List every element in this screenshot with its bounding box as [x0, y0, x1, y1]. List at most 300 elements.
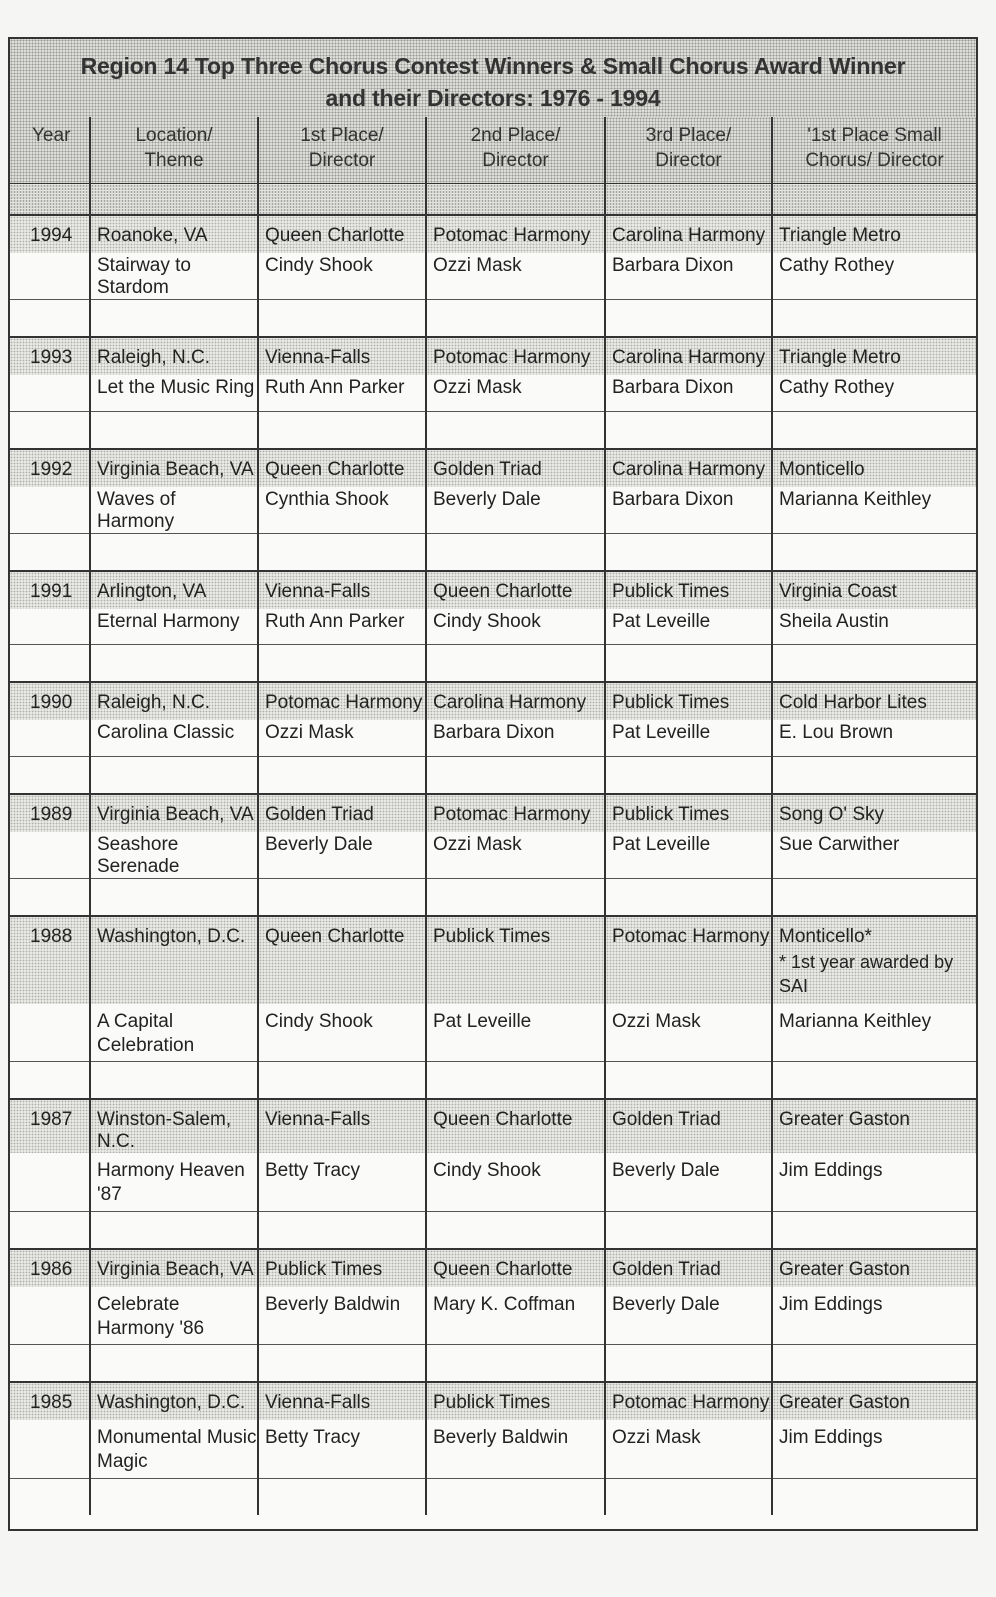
- cell-second-place-sub: [426, 1153, 605, 1211]
- small-chorus-director: E. Lou Brown: [779, 722, 894, 743]
- spacer-cell: [426, 878, 605, 916]
- spacer-cell: [605, 1062, 772, 1100]
- second-place-director: Cindy Shook: [433, 610, 541, 632]
- cell-location: [90, 682, 258, 720]
- second-place-director: Mary K. Coffman: [433, 1293, 576, 1315]
- cell-second-place: [426, 215, 605, 253]
- table-row-directors: [10, 253, 976, 300]
- table-row: [10, 682, 976, 720]
- small-chorus-value: Triangle Metro: [779, 225, 901, 246]
- cell-location: [90, 1249, 258, 1287]
- cell-location-sub: [90, 253, 258, 300]
- spacer-cell: [258, 1345, 426, 1383]
- cell-small-chorus: [772, 1382, 976, 1420]
- cell-third-place: [605, 1099, 772, 1153]
- spacer-cell: [90, 300, 258, 338]
- first-place-director: Cynthia Shook: [265, 488, 389, 510]
- header-location: Location/ Theme: [90, 117, 258, 184]
- spacer-cell: [772, 1478, 976, 1515]
- spacer-cell: [605, 1211, 772, 1249]
- third-place-director: Pat Leveille: [612, 833, 711, 855]
- row-spacer: [10, 1211, 976, 1249]
- first-place-director: Cindy Shook: [265, 1010, 373, 1032]
- cell-small-chorus-sub: [772, 609, 976, 645]
- small-chorus-director: Marianna Keithley: [779, 488, 932, 510]
- second-place-value: Publick Times: [433, 925, 551, 947]
- first-place-director: Betty Tracy: [265, 1160, 361, 1181]
- small-chorus-value: Monticello: [779, 458, 865, 480]
- cell-third-place-sub: [605, 253, 772, 300]
- spacer-cell: [426, 1478, 605, 1515]
- table-row-directors: [10, 832, 976, 879]
- small-chorus-value: Greater Gaston: [779, 1392, 910, 1413]
- third-place-director: Pat Leveille: [612, 610, 711, 632]
- spacer-cell: [90, 411, 258, 449]
- table-row: [10, 571, 976, 609]
- cell-first-place-sub: [258, 253, 426, 300]
- first-place-director: Beverly Dale: [265, 833, 373, 855]
- spacer-cell: [258, 300, 426, 338]
- cell-small-chorus: [772, 449, 976, 487]
- cell-year: [10, 682, 90, 720]
- cell-small-chorus-sub: [772, 1420, 976, 1478]
- small-chorus-value: Cold Harbor Lites: [779, 692, 927, 713]
- spacer-cell: [90, 1211, 258, 1249]
- cell-location: [90, 571, 258, 609]
- third-place-director: Barbara Dixon: [612, 488, 734, 510]
- small-chorus-value: Greater Gaston: [779, 1109, 910, 1130]
- cell-third-place-sub: [605, 1004, 772, 1062]
- cell-second-place-sub: [426, 832, 605, 879]
- third-place-value: Golden Triad: [612, 1109, 721, 1130]
- cell-second-place: [426, 1099, 605, 1153]
- location-value: Raleigh, N.C.: [97, 692, 210, 713]
- winners-table: [10, 117, 976, 1515]
- location-value: Washington, D.C.: [97, 925, 246, 947]
- first-place-value: Queen Charlotte: [265, 225, 405, 246]
- header-row: [10, 117, 976, 184]
- cell-second-place: [426, 571, 605, 609]
- small-chorus-director: Jim Eddings: [779, 1160, 883, 1181]
- cell-first-place-sub: [258, 487, 426, 534]
- spacer-cell: [605, 1345, 772, 1383]
- cell-second-place-sub: [426, 609, 605, 645]
- title-line-1: Region 14 Top Three Chorus Contest Winners & Small Chorus Award Winner: [80, 53, 906, 79]
- cell-second-place-sub: [426, 1287, 605, 1345]
- second-place-value: Publick Times: [433, 1392, 551, 1413]
- cell-year: [10, 1249, 90, 1287]
- year-value: 1993: [30, 347, 73, 368]
- third-place-value: Publick Times: [612, 580, 730, 602]
- second-place-director: Ozzi Mask: [433, 377, 522, 398]
- small-chorus-director: Jim Eddings: [779, 1293, 883, 1315]
- cell-third-place-sub: [605, 487, 772, 534]
- cell-year: [10, 571, 90, 609]
- cell-location: [90, 1099, 258, 1153]
- header-small-chorus: '1st Place Small Chorus/ Director: [772, 117, 976, 184]
- location-value: Virginia Beach, VA: [97, 1258, 254, 1280]
- spacer-cell: [258, 1478, 426, 1515]
- first-place-value: Golden Triad: [265, 803, 374, 825]
- cell-small-chorus-sub: [772, 832, 976, 879]
- spacer-cell: [258, 533, 426, 571]
- cell-year: [10, 794, 90, 832]
- location-value: Washington, D.C.: [97, 1392, 246, 1413]
- location-value: Raleigh, N.C.: [97, 347, 210, 368]
- cell-year: [10, 1382, 90, 1420]
- cell-small-chorus: [772, 916, 976, 1004]
- spacer-cell: [426, 756, 605, 794]
- year-value: 1990: [30, 692, 73, 713]
- header-year: Year: [10, 117, 90, 184]
- cell-year-sub: [10, 487, 90, 534]
- theme-value: Carolina Classic: [97, 722, 235, 743]
- cell-first-place-sub: [258, 1287, 426, 1345]
- third-place-value: Publick Times: [612, 692, 730, 713]
- spacer-cell: [10, 1211, 90, 1249]
- second-place-director: Barbara Dixon: [433, 722, 555, 743]
- first-place-value: Potomac Harmony: [265, 692, 423, 713]
- spacer-cell: [90, 756, 258, 794]
- second-place-director: Beverly Baldwin: [433, 1427, 569, 1448]
- second-place-director: Cindy Shook: [433, 1160, 541, 1181]
- cell-second-place: [426, 916, 605, 1004]
- cell-third-place: [605, 1382, 772, 1420]
- third-place-value: Carolina Harmony: [612, 225, 766, 246]
- cell-second-place: [426, 1382, 605, 1420]
- cell-first-place-sub: [258, 1420, 426, 1478]
- table-row: [10, 794, 976, 832]
- small-chorus-director: Sheila Austin: [779, 610, 889, 632]
- spacer-cell: [426, 1345, 605, 1383]
- spacer-cell: [90, 1478, 258, 1515]
- small-chorus-value: Virginia Coast: [779, 580, 897, 602]
- cell-small-chorus: [772, 571, 976, 609]
- spacer-cell: [605, 411, 772, 449]
- cell-small-chorus: [772, 1249, 976, 1287]
- cell-location: [90, 215, 258, 253]
- cell-year: [10, 916, 90, 1004]
- small-chorus-value: Triangle Metro: [779, 347, 901, 368]
- third-place-director: Ozzi Mask: [612, 1427, 701, 1448]
- first-place-director: Cindy Shook: [265, 255, 373, 276]
- year-value: 1991: [30, 580, 73, 602]
- cell-first-place: [258, 337, 426, 375]
- first-place-value: Vienna-Falls: [265, 580, 371, 602]
- cell-first-place: [258, 449, 426, 487]
- second-place-director: Ozzi Mask: [433, 833, 522, 855]
- spacer-cell: [10, 1062, 90, 1100]
- spacer-cell: [605, 1478, 772, 1515]
- spacer-cell: [426, 533, 605, 571]
- cell-small-chorus: [772, 337, 976, 375]
- cell-small-chorus: [772, 1099, 976, 1153]
- cell-location-sub: [90, 1004, 258, 1062]
- cell-year-sub: [10, 1420, 90, 1478]
- spacer-cell: [426, 300, 605, 338]
- third-place-value: Golden Triad: [612, 1258, 721, 1280]
- cell-second-place: [426, 337, 605, 375]
- cell-year: [10, 337, 90, 375]
- spacer-cell: [90, 533, 258, 571]
- table-row-directors: [10, 375, 976, 411]
- cell-first-place: [258, 215, 426, 253]
- cell-year-sub: [10, 1004, 90, 1062]
- document-page: [8, 37, 978, 1531]
- small-chorus-director: Marianna Keithley: [779, 1010, 932, 1032]
- cell-small-chorus: [772, 794, 976, 832]
- cell-second-place: [426, 449, 605, 487]
- cell-second-place-sub: [426, 1004, 605, 1062]
- cell-year-sub: [10, 720, 90, 756]
- first-place-director: Ruth Ann Parker: [265, 610, 405, 632]
- table-row: [10, 337, 976, 375]
- table-row-directors: [10, 1420, 976, 1478]
- cell-third-place-sub: [605, 609, 772, 645]
- cell-small-chorus: [772, 682, 976, 720]
- small-chorus-value: Song O' Sky: [779, 803, 885, 825]
- location-value: Roanoke, VA: [97, 225, 208, 246]
- theme-value: Celebrate Harmony '86: [97, 1293, 205, 1339]
- theme-value: Let the Music Ring: [97, 377, 255, 398]
- spacer-cell: [10, 533, 90, 571]
- theme-value: Seashore Serenade: [97, 833, 180, 877]
- cell-small-chorus: [772, 215, 976, 253]
- row-spacer: [10, 533, 976, 571]
- first-place-value: Queen Charlotte: [265, 458, 405, 480]
- theme-value: A Capital Celebration: [97, 1010, 195, 1056]
- cell-third-place-sub: [605, 832, 772, 879]
- cell-location-sub: [90, 487, 258, 534]
- cell-location-sub: [90, 1420, 258, 1478]
- cell-year-sub: [10, 375, 90, 411]
- cell-third-place-sub: [605, 1287, 772, 1345]
- cell-year-sub: [10, 253, 90, 300]
- cell-third-place-sub: [605, 1420, 772, 1478]
- cell-location-sub: [90, 832, 258, 879]
- table-row-directors: [10, 487, 976, 534]
- table-row-directors: [10, 1153, 976, 1211]
- spacer-cell: [605, 645, 772, 683]
- cell-first-place: [258, 916, 426, 1004]
- second-place-value: Potomac Harmony: [433, 225, 591, 246]
- third-place-director: Beverly Dale: [612, 1160, 720, 1181]
- cell-third-place: [605, 337, 772, 375]
- spacer-cell: [90, 878, 258, 916]
- cell-third-place: [605, 916, 772, 1004]
- small-chorus-value: Greater Gaston: [779, 1258, 910, 1280]
- spacer-cell: [605, 878, 772, 916]
- small-chorus-director: Cathy Rothey: [779, 377, 895, 398]
- spacer-cell: [426, 645, 605, 683]
- cell-first-place: [258, 1249, 426, 1287]
- small-chorus-director: Sue Carwither: [779, 833, 900, 855]
- second-place-value: Golden Triad: [433, 458, 542, 480]
- row-spacer: [10, 756, 976, 794]
- spacer-cell: [772, 878, 976, 916]
- cell-location: [90, 337, 258, 375]
- second-place-value: Potomac Harmony: [433, 803, 591, 825]
- header-second-place: 2nd Place/ Director: [426, 117, 605, 184]
- table-row: [10, 1249, 976, 1287]
- spacer-cell: [772, 1345, 976, 1383]
- table-row-directors: [10, 609, 976, 645]
- second-place-value: Queen Charlotte: [433, 1109, 573, 1130]
- year-value: 1987: [30, 1109, 73, 1130]
- first-place-value: Publick Times: [265, 1258, 383, 1280]
- year-value: 1985: [30, 1392, 73, 1413]
- cell-first-place-sub: [258, 609, 426, 645]
- cell-first-place-sub: [258, 832, 426, 879]
- spacer-cell: [772, 1062, 976, 1100]
- row-spacer: [10, 645, 976, 683]
- table-row: [10, 215, 976, 253]
- theme-value: Eternal Harmony: [97, 610, 240, 632]
- spacer-cell: [426, 1211, 605, 1249]
- cell-location-sub: [90, 720, 258, 756]
- cell-first-place-sub: [258, 1004, 426, 1062]
- row-spacer: [10, 1062, 976, 1100]
- cell-third-place: [605, 794, 772, 832]
- first-place-director: Betty Tracy: [265, 1427, 361, 1448]
- theme-value: Waves of Harmony: [97, 488, 176, 532]
- row-spacer: [10, 1345, 976, 1383]
- spacer-cell: [10, 411, 90, 449]
- spacer-cell: [772, 645, 976, 683]
- cell-small-chorus-sub: [772, 487, 976, 534]
- cell-year: [10, 215, 90, 253]
- cell-third-place-sub: [605, 1153, 772, 1211]
- cell-year: [10, 449, 90, 487]
- cell-third-place-sub: [605, 375, 772, 411]
- spacer-cell: [605, 756, 772, 794]
- first-place-value: Vienna-Falls: [265, 1109, 371, 1130]
- second-place-value: Queen Charlotte: [433, 1258, 573, 1280]
- table-row: [10, 916, 976, 1004]
- cell-third-place: [605, 449, 772, 487]
- year-value: 1989: [30, 803, 73, 825]
- cell-location: [90, 449, 258, 487]
- row-spacer: [10, 300, 976, 338]
- cell-location: [90, 1382, 258, 1420]
- cell-location-sub: [90, 375, 258, 411]
- cell-second-place: [426, 682, 605, 720]
- cell-third-place: [605, 571, 772, 609]
- spacer-cell: [772, 756, 976, 794]
- third-place-director: Barbara Dixon: [612, 377, 734, 398]
- cell-first-place-sub: [258, 375, 426, 411]
- table-row-directors: [10, 1287, 976, 1345]
- location-value: Virginia Beach, VA: [97, 458, 254, 480]
- cell-second-place: [426, 794, 605, 832]
- table-row-directors: [10, 720, 976, 756]
- cell-small-chorus-sub: [772, 253, 976, 300]
- cell-third-place: [605, 682, 772, 720]
- cell-location: [90, 794, 258, 832]
- spacer-cell: [10, 300, 90, 338]
- second-place-value: Potomac Harmony: [433, 347, 591, 368]
- cell-third-place-sub: [605, 720, 772, 756]
- second-place-value: Queen Charlotte: [433, 580, 573, 602]
- small-chorus-value: Monticello*: [779, 925, 872, 947]
- third-place-value: Carolina Harmony: [612, 347, 766, 368]
- theme-value: Harmony Heaven '87: [97, 1160, 245, 1205]
- second-place-director: Beverly Dale: [433, 488, 541, 510]
- row-spacer: [10, 878, 976, 916]
- cell-year: [10, 1099, 90, 1153]
- third-place-value: Potomac Harmony: [612, 1392, 770, 1413]
- third-place-value: Publick Times: [612, 803, 730, 825]
- third-place-director: Barbara Dixon: [612, 255, 734, 276]
- small-chorus-director: Cathy Rothey: [779, 255, 895, 276]
- header-first-place: 1st Place/ Director: [258, 117, 426, 184]
- spacer-cell: [258, 878, 426, 916]
- third-place-director: Ozzi Mask: [612, 1010, 701, 1032]
- theme-value: Monumental Music Magic: [97, 1427, 257, 1472]
- spacer-cell: [258, 411, 426, 449]
- cell-second-place-sub: [426, 253, 605, 300]
- spacer-cell: [10, 645, 90, 683]
- spacer-cell: [10, 1478, 90, 1515]
- spacer-cell: [258, 756, 426, 794]
- second-place-value: Carolina Harmony: [433, 692, 587, 713]
- cell-year-sub: [10, 609, 90, 645]
- spacer-cell: [426, 411, 605, 449]
- cell-second-place-sub: [426, 487, 605, 534]
- third-place-value: Carolina Harmony: [612, 458, 766, 480]
- second-place-director: Ozzi Mask: [433, 255, 522, 276]
- spacer-cell: [772, 533, 976, 571]
- row-spacer: [10, 411, 976, 449]
- cell-small-chorus-sub: [772, 375, 976, 411]
- theme-value: Stairway to Stardom: [97, 255, 191, 298]
- cell-small-chorus-sub: [772, 1004, 976, 1062]
- third-place-director: Pat Leveille: [612, 722, 711, 743]
- first-place-value: Vienna-Falls: [265, 1392, 371, 1413]
- cell-second-place: [426, 1249, 605, 1287]
- small-chorus-director: Jim Eddings: [779, 1427, 883, 1448]
- cell-first-place-sub: [258, 720, 426, 756]
- cell-first-place: [258, 1382, 426, 1420]
- cell-small-chorus-sub: [772, 1287, 976, 1345]
- title-line-2: and their Directors: 1976 - 1994: [325, 85, 661, 111]
- cell-second-place-sub: [426, 375, 605, 411]
- first-place-value: Queen Charlotte: [265, 925, 405, 947]
- spacer-cell: [258, 1062, 426, 1100]
- spacer-cell: [90, 645, 258, 683]
- first-place-value: Vienna-Falls: [265, 347, 371, 368]
- first-place-director: Ozzi Mask: [265, 722, 354, 743]
- second-place-director: Pat Leveille: [433, 1010, 532, 1032]
- header-third-place: 3rd Place/ Director: [605, 117, 772, 184]
- spacer-cell: [605, 300, 772, 338]
- spacer-cell: [605, 533, 772, 571]
- table-row: [10, 449, 976, 487]
- cell-small-chorus-sub: [772, 720, 976, 756]
- spacer-cell: [258, 645, 426, 683]
- year-value: 1986: [30, 1258, 73, 1280]
- location-value: Winston-Salem, N.C.: [97, 1109, 232, 1152]
- third-place-value: Potomac Harmony: [612, 925, 770, 947]
- cell-location-sub: [90, 1287, 258, 1345]
- cell-first-place: [258, 794, 426, 832]
- year-value: 1992: [30, 458, 73, 480]
- cell-second-place-sub: [426, 720, 605, 756]
- cell-year-sub: [10, 832, 90, 879]
- cell-small-chorus-sub: [772, 1153, 976, 1211]
- cell-first-place: [258, 682, 426, 720]
- location-value: Virginia Beach, VA: [97, 803, 254, 825]
